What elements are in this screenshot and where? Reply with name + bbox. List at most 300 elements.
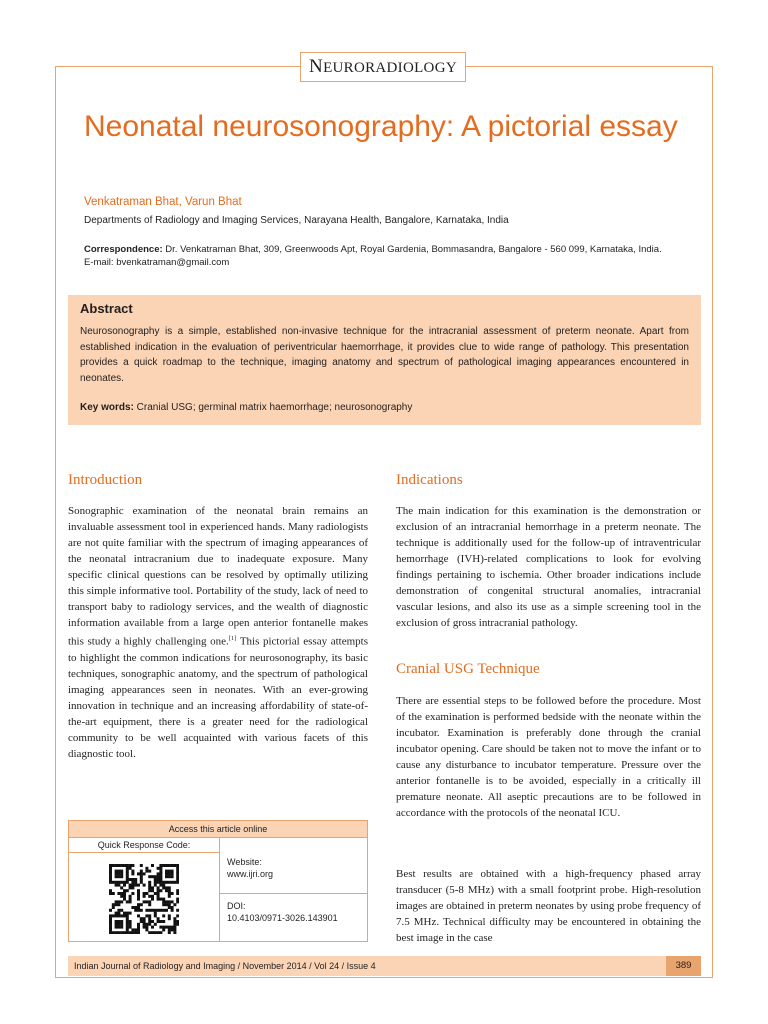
qr-module: [176, 875, 179, 878]
qr-module: [157, 872, 160, 875]
qr-module: [148, 931, 151, 934]
qr-module: [157, 920, 160, 923]
qr-module: [131, 864, 134, 867]
qr-module: [165, 909, 168, 912]
qr-module: [129, 912, 132, 915]
qr-module: [120, 864, 123, 867]
qr-module: [140, 875, 143, 878]
qr-module: [129, 886, 132, 889]
qr-module: [151, 895, 154, 898]
qr-module: [126, 878, 129, 881]
qr-module: [120, 886, 123, 889]
qr-module: [151, 931, 154, 934]
qr-module: [126, 900, 129, 903]
qr-module: [117, 900, 120, 903]
qr-module: [109, 870, 112, 873]
qr-module: [162, 920, 165, 923]
qr-module: [126, 926, 129, 929]
qr-module: [176, 878, 179, 881]
qr-module: [137, 909, 140, 912]
qr-module: [171, 875, 174, 878]
qr-module: [140, 864, 143, 867]
qr-module: [145, 867, 148, 870]
qr-module: [154, 878, 157, 881]
qr-module: [148, 917, 151, 920]
qr-module: [126, 867, 129, 870]
qr-code-label: Quick Response Code:: [69, 838, 220, 853]
qr-module: [157, 867, 160, 870]
qr-module: [143, 872, 146, 875]
qr-module: [120, 920, 123, 923]
qr-module: [162, 864, 165, 867]
qr-module: [140, 909, 143, 912]
qr-module: [171, 881, 174, 884]
qr-module: [173, 881, 176, 884]
qr-module: [137, 895, 140, 898]
qr-module: [162, 909, 165, 912]
qr-module: [112, 931, 115, 934]
qr-module: [131, 906, 134, 909]
qr-module: [140, 920, 143, 923]
section-tag-rest: EURORADIOLOGY: [323, 60, 457, 76]
qr-module: [148, 884, 151, 887]
qr-module: [109, 875, 112, 878]
qr-module: [159, 898, 162, 901]
qr-module: [109, 881, 112, 884]
qr-module: [120, 875, 123, 878]
qr-module: [159, 867, 162, 870]
qr-module: [117, 923, 120, 926]
qr-module: [115, 884, 118, 887]
introduction-text-a: Sonographic examination of the neonatal brain remains an invaluable assessment tool in experienced hands. Many radiologists are not quite familiar with the spectrum of imaging appearances of the neonatal intracranium due to inadequate exposure. Many specific clinical questions can be resolved by optimally utilizing this simple informative tool. Portability of the study, lack of need to transport baby to radiology services, and the wealth of diagnostic information available from a large open anterior fontanelle makes this study a highly challenging one.: [68, 505, 368, 648]
qr-module: [162, 898, 165, 901]
qr-module: [148, 923, 151, 926]
qr-module: [117, 870, 120, 873]
qr-code-icon[interactable]: [109, 864, 179, 934]
qr-module: [173, 923, 176, 926]
qr-module: [131, 892, 134, 895]
qr-module: [162, 903, 165, 906]
qr-module: [143, 900, 146, 903]
qr-module: [162, 914, 165, 917]
qr-module: [159, 881, 162, 884]
qr-module: [140, 878, 143, 881]
qr-module: [140, 872, 143, 875]
qr-module: [126, 928, 129, 931]
qr-module: [151, 864, 154, 867]
qr-module: [173, 917, 176, 920]
qr-module: [123, 892, 126, 895]
qr-module: [126, 875, 129, 878]
reference-marker[interactable]: [1]: [228, 635, 237, 642]
qr-module: [165, 881, 168, 884]
qr-module: [120, 931, 123, 934]
qr-module: [120, 881, 123, 884]
qr-module: [162, 928, 165, 931]
qr-module: [148, 870, 151, 873]
qr-module: [123, 881, 126, 884]
qr-module: [115, 931, 118, 934]
qr-module: [176, 914, 179, 917]
qr-module: [126, 923, 129, 926]
qr-module: [134, 881, 137, 884]
qr-module: [145, 928, 148, 931]
qr-module: [123, 884, 126, 887]
qr-module: [176, 909, 179, 912]
section-tag: [300, 52, 466, 82]
qr-module: [126, 870, 129, 873]
qr-module: [165, 872, 168, 875]
qr-module: [176, 881, 179, 884]
qr-module: [112, 892, 115, 895]
qr-module: [117, 914, 120, 917]
qr-module: [120, 923, 123, 926]
qr-module: [145, 892, 148, 895]
qr-module: [148, 900, 151, 903]
doi-label: DOI:: [227, 901, 246, 911]
qr-module: [151, 920, 154, 923]
qr-module: [137, 906, 140, 909]
qr-module: [109, 909, 112, 912]
qr-module: [112, 903, 115, 906]
qr-module: [115, 914, 118, 917]
qr-module: [165, 875, 168, 878]
doi-value[interactable]: 10.4103/0971-3026.143901: [227, 913, 338, 923]
qr-module: [137, 903, 140, 906]
qr-module: [176, 867, 179, 870]
qr-module: [143, 895, 146, 898]
qr-module: [173, 864, 176, 867]
qr-module: [117, 912, 120, 915]
qr-module: [137, 926, 140, 929]
qr-module: [120, 909, 123, 912]
qr-module: [123, 864, 126, 867]
qr-module: [109, 889, 112, 892]
qr-module: [143, 884, 146, 887]
qr-module: [123, 895, 126, 898]
qr-module: [109, 872, 112, 875]
qr-module: [131, 931, 134, 934]
qr-module: [157, 875, 160, 878]
qr-module: [168, 889, 171, 892]
qr-module: [109, 920, 112, 923]
qr-module: [176, 872, 179, 875]
keywords-text: Cranial USG; germinal matrix haemorrhage; neurosonography: [133, 402, 413, 413]
abstract-text: Neurosonography is a simple, established non-invasive technique for the intracranial assessment of preterm neonate. Apart from established indication in the evaluation of periventricular haemorrhage, it provides clue to wide range of pathology. This presentation provides a quick roadmap to the technique, imaging anatomy and spectrum of pathological imaging appearances encountered in neonates.: [80, 326, 689, 384]
qr-module: [115, 870, 118, 873]
access-article-box: [68, 820, 368, 942]
qr-module: [154, 909, 157, 912]
qr-module: [157, 878, 160, 881]
qr-module: [134, 884, 137, 887]
abstract-box: [68, 295, 701, 425]
qr-module: [162, 886, 165, 889]
qr-module: [123, 889, 126, 892]
qr-module: [148, 886, 151, 889]
qr-module: [137, 923, 140, 926]
qr-module: [112, 864, 115, 867]
qr-module: [129, 895, 132, 898]
abstract-heading: Abstract: [80, 301, 133, 316]
qr-module: [115, 881, 118, 884]
qr-module: [159, 870, 162, 873]
qr-module: [145, 909, 148, 912]
qr-module: [137, 928, 140, 931]
qr-module: [117, 926, 120, 929]
affiliation: Departments of Radiology and Imaging Services, Narayana Health, Bangalore, Karnataka, India: [84, 215, 509, 226]
qr-module: [168, 928, 171, 931]
qr-module: [157, 898, 160, 901]
qr-module: [157, 909, 160, 912]
qr-module: [131, 928, 134, 931]
website-link[interactable]: www.ijri.org: [227, 869, 274, 879]
qr-module: [109, 931, 112, 934]
qr-module: [176, 870, 179, 873]
qr-module: [148, 909, 151, 912]
qr-module: [140, 903, 143, 906]
qr-module: [129, 926, 132, 929]
qr-module: [137, 914, 140, 917]
qr-module: [157, 931, 160, 934]
keywords-label: Key words:: [80, 402, 134, 413]
qr-module: [168, 906, 171, 909]
qr-module: [159, 909, 162, 912]
indications-text: The main indication for this examination is the demonstration or exclusion of an intracranial hemorrhage in a preterm neonate. The technique is additionally used for the follow-up of intraventricular hemorrhage (IVH)-related complications to look for evolving findings pertaining to ischemia. Other broader indications include demonstration of congenital structural anomalies, intracranial vascular lesions, and also its use as a simple screening tool in the exclusion of gross intracranial pathology.: [396, 505, 701, 629]
qr-module: [159, 875, 162, 878]
qr-module: [148, 875, 151, 878]
qr-module: [157, 892, 160, 895]
qr-module: [117, 903, 120, 906]
qr-module: [117, 884, 120, 887]
qr-module: [168, 903, 171, 906]
qr-module: [120, 914, 123, 917]
qr-module: [129, 898, 132, 901]
qr-module: [151, 898, 154, 901]
qr-module: [131, 886, 134, 889]
qr-module: [126, 917, 129, 920]
qr-module: [168, 914, 171, 917]
correspondence-email: E-mail: bvenkatraman@gmail.com: [84, 257, 230, 268]
qr-module: [129, 920, 132, 923]
qr-module: [151, 909, 154, 912]
qr-module: [159, 931, 162, 934]
qr-module: [137, 931, 140, 934]
qr-module: [165, 889, 168, 892]
qr-module: [126, 920, 129, 923]
qr-module: [173, 928, 176, 931]
qr-module: [131, 878, 134, 881]
qr-module: [176, 889, 179, 892]
qr-module: [157, 917, 160, 920]
qr-module: [143, 920, 146, 923]
qr-module: [154, 923, 157, 926]
qr-module: [117, 931, 120, 934]
qr-module: [168, 917, 171, 920]
qr-module: [109, 867, 112, 870]
qr-module: [117, 909, 120, 912]
qr-module: [171, 906, 174, 909]
authors: Venkatraman Bhat, Varun Bhat: [84, 196, 242, 208]
qr-module: [109, 892, 112, 895]
qr-module: [154, 881, 157, 884]
qr-module: [151, 889, 154, 892]
qr-module: [176, 920, 179, 923]
qr-module: [154, 892, 157, 895]
qr-module: [120, 872, 123, 875]
qr-module: [115, 872, 118, 875]
qr-module: [171, 900, 174, 903]
qr-module: [176, 900, 179, 903]
qr-module: [148, 920, 151, 923]
website-label: Website:: [227, 857, 262, 867]
qr-module: [173, 926, 176, 929]
introduction-heading: Introduction: [68, 472, 143, 488]
qr-module: [154, 912, 157, 915]
qr-module: [168, 900, 171, 903]
qr-module: [123, 931, 126, 934]
qr-module: [115, 900, 118, 903]
qr-module: [145, 923, 148, 926]
correspondence-label: Correspondence:: [84, 244, 163, 255]
qr-module: [143, 923, 146, 926]
qr-module: [171, 928, 174, 931]
qr-module: [117, 872, 120, 875]
qr-module: [134, 928, 137, 931]
qr-module: [168, 886, 171, 889]
qr-module: [168, 872, 171, 875]
qr-module: [154, 931, 157, 934]
qr-module: [165, 903, 168, 906]
qr-module: [168, 926, 171, 929]
page-number: 389: [666, 956, 701, 976]
qr-module: [126, 931, 129, 934]
qr-module: [129, 867, 132, 870]
qr-module: [123, 914, 126, 917]
qr-module: [173, 903, 176, 906]
qr-module: [173, 920, 176, 923]
qr-module: [173, 931, 176, 934]
technique-text-2: Best results are obtained with a high-frequency phased array transducer (5-8 MHz) with a small footprint probe. High-resolution images are obtained in preterm neonates by using probe frequency of 7.5 MHz. Technical difficulty may be encountered in obtaining the best image in the case: [396, 868, 701, 944]
article-title: Neonatal neurosonography: A pictorial essay: [84, 110, 678, 143]
qr-module: [137, 889, 140, 892]
qr-module: [171, 892, 174, 895]
qr-module: [115, 864, 118, 867]
qr-module: [115, 926, 118, 929]
qr-code-cell: [69, 852, 220, 941]
qr-module: [140, 917, 143, 920]
introduction-text: [68, 503, 368, 762]
qr-module: [126, 872, 129, 875]
qr-module: [112, 881, 115, 884]
qr-module: [131, 884, 134, 887]
qr-module: [140, 870, 143, 873]
qr-module: [109, 878, 112, 881]
qr-module: [143, 892, 146, 895]
qr-module: [143, 917, 146, 920]
qr-module: [129, 864, 132, 867]
qr-module: [162, 881, 165, 884]
qr-module: [157, 895, 160, 898]
qr-module: [143, 926, 146, 929]
qr-module: [137, 898, 140, 901]
correspondence: [84, 243, 704, 269]
info-divider: [219, 893, 367, 894]
qr-module: [159, 920, 162, 923]
qr-module: [145, 870, 148, 873]
qr-module: [148, 881, 151, 884]
qr-module: [159, 889, 162, 892]
qr-module: [159, 864, 162, 867]
qr-module: [157, 886, 160, 889]
qr-module: [159, 884, 162, 887]
qr-module: [117, 920, 120, 923]
technique-text-1: There are essential steps to be followed before the procedure. Most of the examination is performed bedside with the neonate within the incubator. Examination is preferably done through the cranial incubator opening. Care should be taken not to move the infant or to cause any disturbance to incubator temperature. Pressure over the anterior fontanelle is to be avoided, especially in a critically ill premature neonate. All aseptic precautions are to be followed in accordance with the protocols of the neonatal ICU.: [396, 695, 701, 819]
qr-module: [109, 917, 112, 920]
qr-module: [134, 906, 137, 909]
qr-module: [126, 889, 129, 892]
qr-module: [165, 926, 168, 929]
qr-module: [112, 914, 115, 917]
qr-module: [123, 912, 126, 915]
qr-module: [171, 870, 174, 873]
qr-module: [148, 895, 151, 898]
qr-module: [145, 900, 148, 903]
qr-module: [120, 900, 123, 903]
introduction-text-b: This pictorial essay attempts to highlight the common indications for neurosonography, its basic techniques, sonographic anatomy, and the spectrum of pathological imaging appearances seen in neonates. With an ever-growing innovation in technique and an increasing affordability of state-of-the-art equipment, there is a greater need for the radiological community to be well acquainted with various facets of this diagnostic tool.: [68, 635, 368, 760]
qr-module: [115, 912, 118, 915]
qr-module: [131, 870, 134, 873]
qr-module: [168, 864, 171, 867]
qr-module: [131, 872, 134, 875]
qr-module: [168, 931, 171, 934]
qr-module: [120, 895, 123, 898]
qr-module: [168, 881, 171, 884]
qr-module: [115, 903, 118, 906]
qr-module: [162, 926, 165, 929]
access-heading: Access this article online: [69, 821, 367, 838]
qr-module: [123, 898, 126, 901]
qr-module: [131, 881, 134, 884]
qr-module: [134, 878, 137, 881]
qr-module: [145, 926, 148, 929]
qr-module: [134, 909, 137, 912]
qr-module: [115, 923, 118, 926]
qr-module: [109, 914, 112, 917]
qr-module: [117, 881, 120, 884]
qr-module: [109, 864, 112, 867]
qr-module: [134, 931, 137, 934]
qr-module: [140, 881, 143, 884]
qr-module: [151, 875, 154, 878]
qr-module: [154, 875, 157, 878]
qr-module: [109, 926, 112, 929]
section-tag-initial: N: [309, 56, 324, 77]
qr-module: [157, 881, 160, 884]
qr-module: [126, 914, 129, 917]
qr-module: [171, 864, 174, 867]
qr-module: [145, 914, 148, 917]
correspondence-text: Dr. Venkatraman Bhat, 309, Greenwoods Apt, Royal Gardenia, Bommasandra, Bangalore - 560 099, Karnataka, India.: [162, 244, 662, 255]
qr-module: [171, 872, 174, 875]
qr-module: [168, 875, 171, 878]
qr-module: [117, 892, 120, 895]
qr-module: [176, 923, 179, 926]
qr-module: [165, 900, 168, 903]
qr-module: [117, 864, 120, 867]
indications-heading: Indications: [396, 472, 463, 488]
qr-module: [109, 923, 112, 926]
qr-module: [112, 906, 115, 909]
